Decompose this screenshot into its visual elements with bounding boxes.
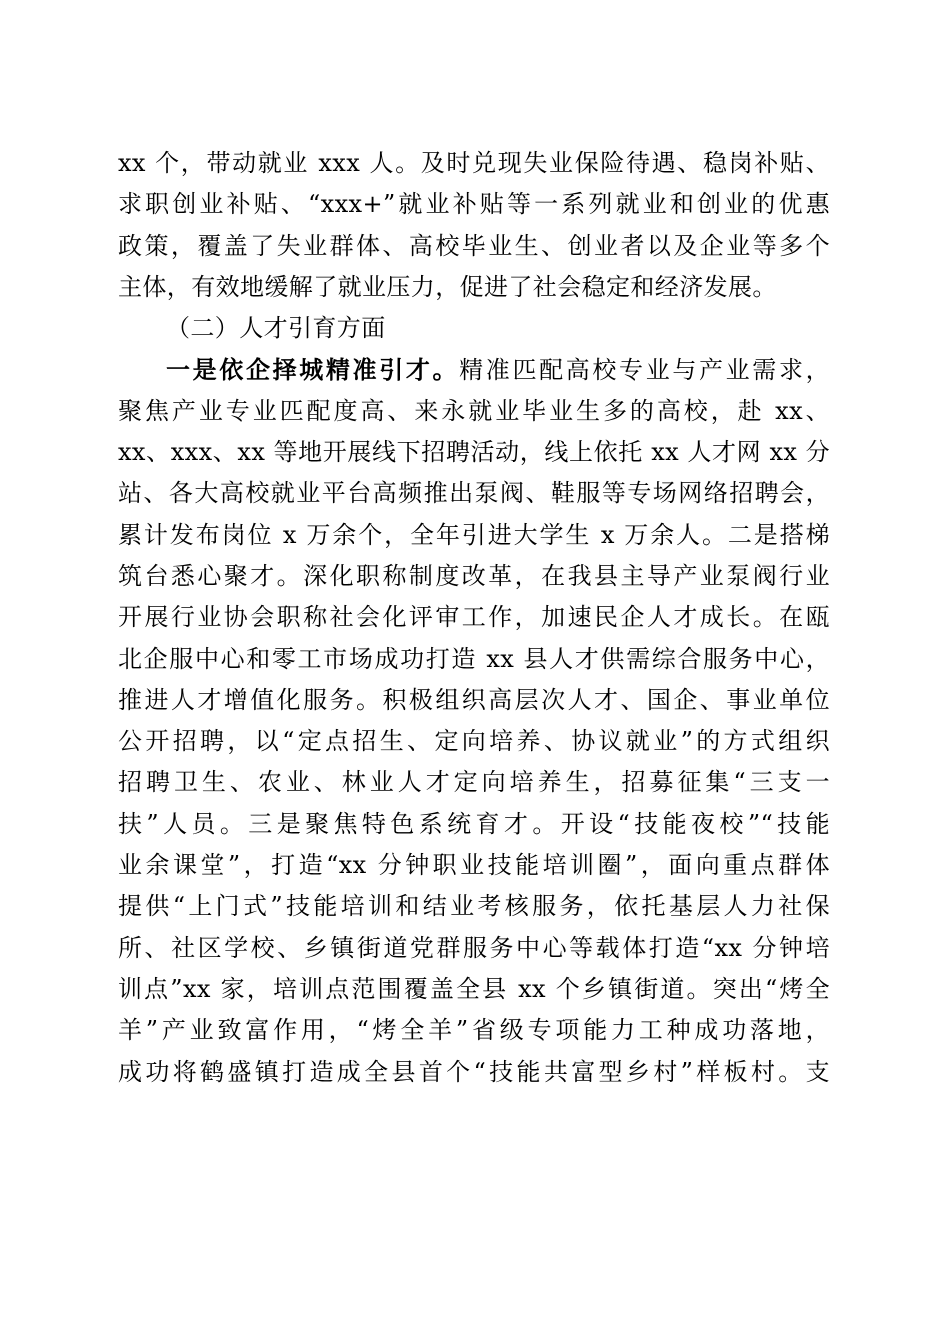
text-line: 开展行业协会职称社会化评审工作，加速民企人才成长。在瓯 [118,603,830,632]
text-line: 筑台悉心聚才。深化职称制度改革，在我县主导产业泵阀行业 [118,561,830,590]
text-line: 站、各大高校就业平台高频推出泵阀、鞋服等专场网络招聘会， [118,479,830,508]
text-line: xx 个，带动就业 xxx 人。及时兑现失业保险待遇、稳岗补贴、 [118,149,830,177]
document-body [118,143,830,1093]
text-span: 精准匹配高校专业与产业需求， [459,356,830,385]
text-line: 推进人才增值化服务。积极组织高层次人才、国企、事业单位 [118,685,830,714]
text-line: 训点”xx 家，培训点范围覆盖全县 xx 个乡镇街道。突出“烤全 [118,974,830,1003]
text-line: 主体，有效地缓解了就业压力，促进了社会稳定和经济发展。 [118,272,777,301]
text-line: 羊”产业致富作用，“烤全羊”省级专项能力工种成功落地， [118,1016,830,1045]
text-line: 北企服中心和零工市场成功打造 xx 县人才供需综合服务中心， [118,644,830,673]
lead-phrase-bold: 一是依企择城精准引才。 [166,355,460,385]
text-line: 提供“上门式”技能培训和结业考核服务，依托基层人力社保 [118,892,830,921]
text-line: 公开招聘，以“定点招生、定向培养、协议就业”的方式组织 [118,727,830,756]
text-line: 聚焦产业专业匹配度高、来永就业毕业生多的高校，赴 xx、 [118,396,830,425]
text-line: 所、社区学校、乡镇街道党群服务中心等载体打造“xx 分钟培 [118,933,830,962]
text-line: 扶”人员。三是聚焦特色系统育才。开设“技能夜校”“技能 [118,809,830,838]
text-line: 招聘卫生、农业、林业人才定向培养生，招募征集“三支一 [118,768,830,797]
text-line: 业余课堂”，打造“xx 分钟职业技能培训圈”，面向重点群体 [118,851,830,880]
text-line: 累计发布岗位 x 万余个，全年引进大学生 x 万余人。二是搭梯 [118,520,830,549]
text-line: 求职创业补贴、“xxx+”就业补贴等一系列就业和创业的优惠 [118,190,830,219]
text-line: 成功将鹤盛镇打造成全县首个“技能共富型乡村”样板村。支 [118,1057,830,1086]
text-line: 政策，覆盖了失业群体、高校毕业生、创业者以及企业等多个 [118,231,830,260]
text-line [118,349,830,390]
text-line: xx、xxx、xx 等地开展线下招聘活动，线上依托 xx 人才网 xx 分 [118,438,830,467]
section-heading: （二）人才引育方面 [166,314,386,343]
